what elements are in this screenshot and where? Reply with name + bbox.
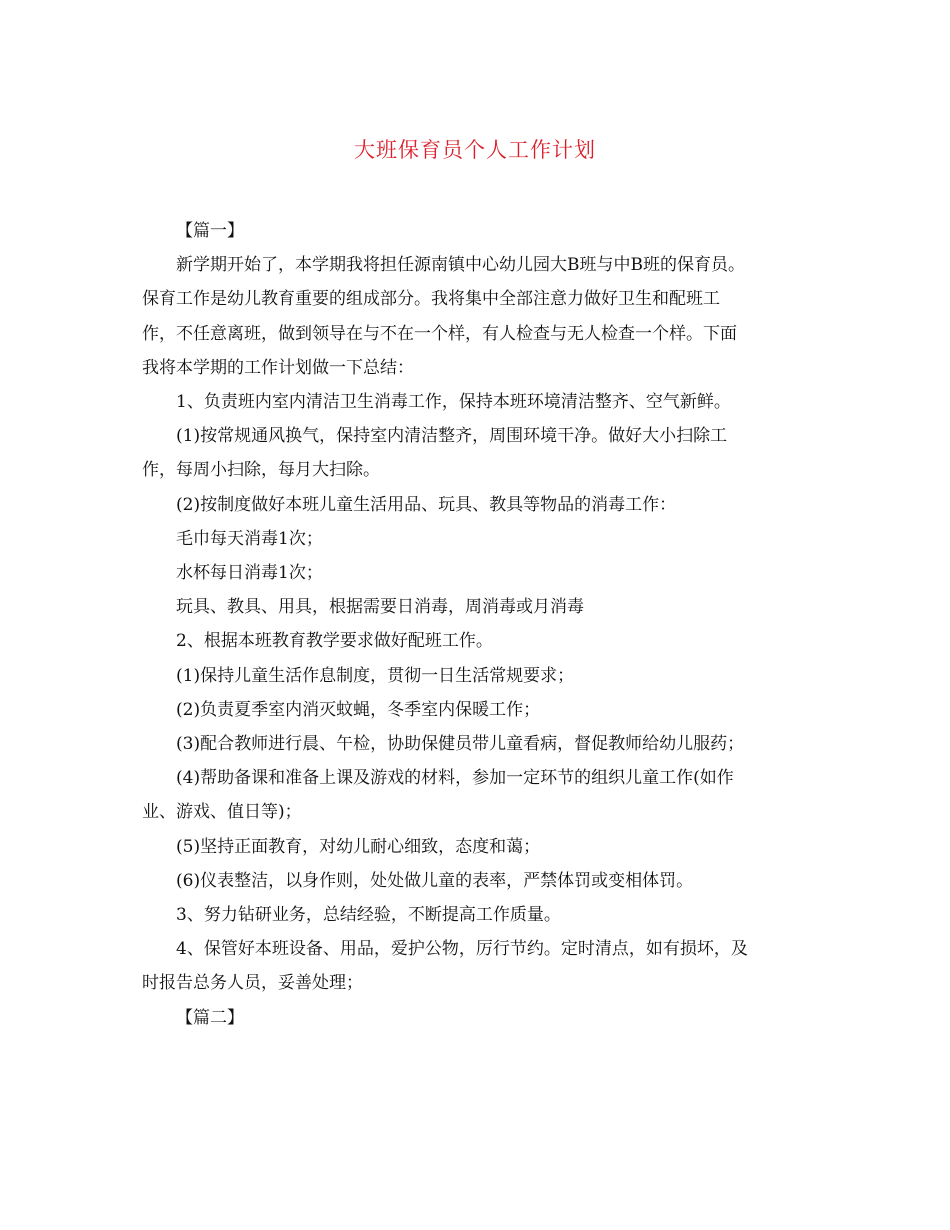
item-4-line-2: 时报告总务人员，妥善处理； [142,973,363,994]
item-4 [142,932,810,1000]
towel-line: 毛巾每天消毒1次； [176,528,323,549]
intro-line-3: 作，不任意离班，做到领导在与不在一个样，有人检查与无人检查一个样。下面 [142,323,737,344]
item-2-4 [142,761,810,829]
item-2-2: (2)负责夏季室内消灭蚊蝇，冬季室内保暖工作； [176,699,541,720]
cup-line: 水杯每日消毒1次； [176,563,323,584]
item-2-5: (5)坚持正面教育，对幼儿耐心细致，态度和蔼； [176,836,541,857]
intro-paragraph [142,248,810,385]
item-2-6: (6)仪表整洁，以身作则，处处做儿童的表率，严禁体罚或变相体罚。 [176,870,694,891]
toys-line: 玩具、教具、用具，根据需要日消毒，周消毒或月消毒 [176,597,584,618]
section-heading-2: 【篇二】 [176,1007,244,1028]
item-2-1: (1)保持儿童生活作息制度，贯彻一日生活常规要求； [176,665,575,686]
item-1-2: (2)按制度做好本班儿童生活用品、玩具、教具等物品的消毒工作： [176,494,677,515]
item-2-4-line-2: 业、游戏、值日等)； [142,802,302,823]
item-4-line-1: 4、保管好本班设备、用品，爱护公物，厉行节约。定时清点，如有损坏，及 [176,939,748,960]
section-heading-1: 【篇一】 [176,221,244,241]
item-1-1-line-2: 作，每周小扫除，每月大扫除。 [142,460,380,481]
item-1: 1、负责班内室内清洁卫生消毒工作，保持本班环境清洁整齐、空气新鲜。 [176,392,731,413]
item-1-1-line-1: (1)按常规通风换气，保持室内清洁整齐，周围环境干净。做好大小扫除工 [176,426,728,447]
intro-line-4: 我将本学期的工作计划做一下总结： [142,357,414,378]
intro-line-2: 保育工作是幼儿教育重要的组成部分。我将集中全部注意力做好卫生和配班工 [142,289,720,310]
item-2-3: (3)配合教师进行晨、午检，协助保健员带儿童看病，督促教师给幼儿服药； [176,734,745,755]
item-3: 3、努力钻研业务，总结经验，不断提高工作质量。 [176,905,561,926]
intro-line-1: 新学期开始了，本学期我将担任源南镇中心幼儿园大B班与中B班的保育员。 [176,255,745,276]
document-title: 大班保育员个人工作计划 [354,138,596,162]
item-2-4-line-1: (4)帮助备课和准备上课及游戏的材料，参加一定环节的组织儿童工作(如作 [176,768,734,789]
item-1-1 [142,419,810,487]
item-2: 2、根据本班教育教学要求做好配班工作。 [176,631,493,652]
document-body [142,214,810,1035]
